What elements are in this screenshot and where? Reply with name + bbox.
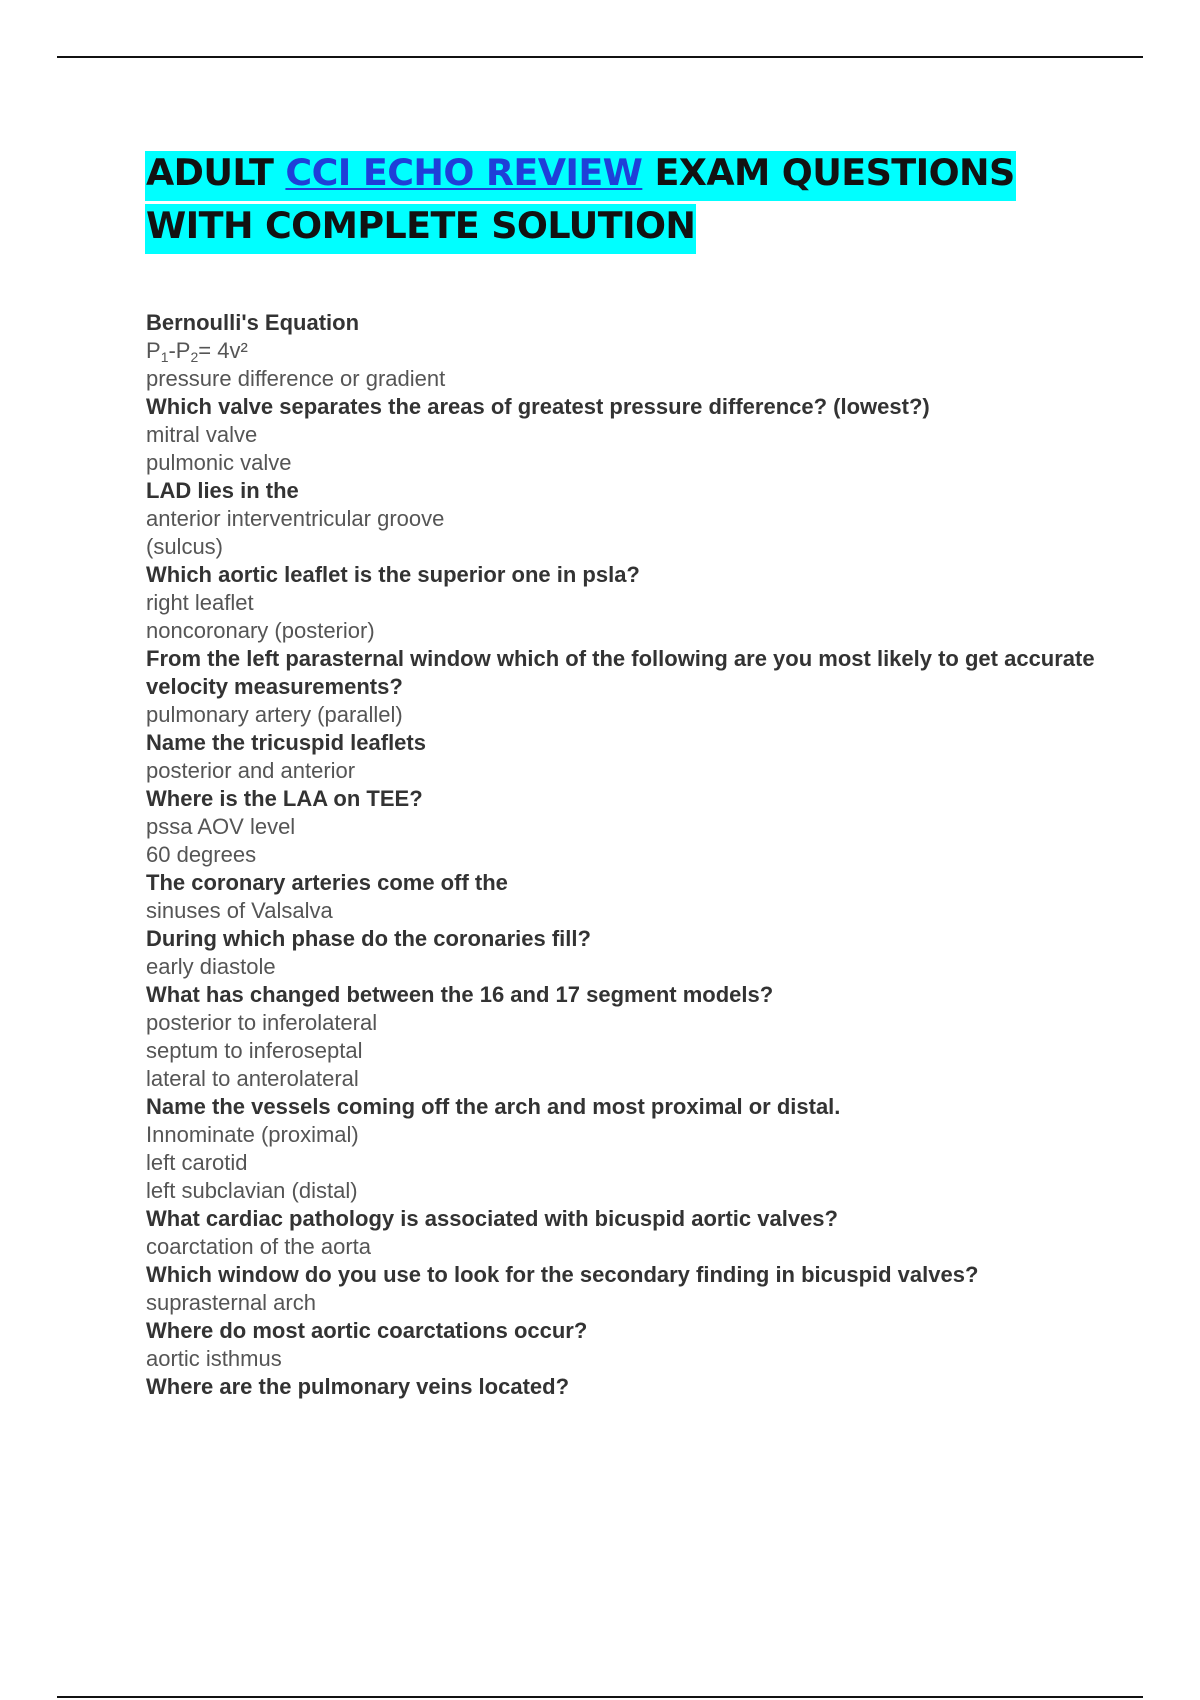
answer-text: (sulcus) bbox=[146, 534, 224, 559]
formula-p: P bbox=[146, 338, 161, 363]
answer-text: pressure difference or gradient bbox=[146, 366, 446, 391]
title-highlight bbox=[145, 151, 1016, 254]
question-text: Name the vessels coming off the arch and most proximal or distal. bbox=[146, 1094, 841, 1119]
answer-text: posterior and anterior bbox=[146, 758, 356, 783]
question-text: Name the tricuspid leaflets bbox=[146, 730, 426, 755]
answer-text: lateral to anterolateral bbox=[146, 1066, 359, 1091]
answer-text: noncoronary (posterior) bbox=[146, 618, 375, 643]
question-text: Which aortic leaflet is the superior one in psla? bbox=[146, 562, 640, 587]
question-text: What cardiac pathology is associated with bicuspid aortic valves? bbox=[146, 1206, 838, 1231]
title-link[interactable]: CCI ECHO REVIEW bbox=[285, 151, 643, 194]
question-text: During which phase do the coronaries fill? bbox=[146, 926, 591, 951]
formula-rest: = 4v² bbox=[198, 338, 248, 363]
answer-text: left carotid bbox=[146, 1150, 248, 1175]
footer-rule bbox=[57, 1696, 1143, 1698]
answer-text: Innominate (proximal) bbox=[146, 1122, 359, 1147]
question-text: LAD lies in the bbox=[146, 478, 299, 503]
header-rule bbox=[57, 56, 1143, 58]
answer-text: pulmonic valve bbox=[146, 450, 292, 475]
qa-list bbox=[146, 309, 1106, 1401]
answer-text: septum to inferoseptal bbox=[146, 1038, 363, 1063]
answer-text: left subclavian (distal) bbox=[146, 1178, 358, 1203]
question-text: Which window do you use to look for the secondary finding in bicuspid valves? bbox=[146, 1262, 979, 1287]
answer-text: coarctation of the aorta bbox=[146, 1234, 372, 1259]
title-suffix: EXAM QUESTIONS WITH COMPLETE SOLUTION bbox=[146, 151, 1015, 247]
answer-text: posterior to inferolateral bbox=[146, 1010, 378, 1035]
question-text: The coronary arteries come off the bbox=[146, 870, 508, 895]
document-title bbox=[145, 146, 1085, 252]
answer-text: sinuses of Valsalva bbox=[146, 898, 333, 923]
answer-text: early diastole bbox=[146, 954, 276, 979]
question-text: Which valve separates the areas of greatest pressure difference? (lowest?) bbox=[146, 394, 930, 419]
answer-text: pssa AOV level bbox=[146, 814, 296, 839]
answer-text: anterior interventricular groove bbox=[146, 506, 445, 531]
formula-dash: -P bbox=[168, 338, 191, 363]
question-text: Bernoulli's Equation bbox=[146, 310, 360, 335]
question-text: Where do most aortic coarctations occur? bbox=[146, 1318, 588, 1343]
formula-sub-1: 1 bbox=[160, 349, 169, 365]
question-text: Where is the LAA on TEE? bbox=[146, 786, 423, 811]
title-prefix: ADULT bbox=[146, 151, 286, 194]
answer-text: pulmonary artery (parallel) bbox=[146, 702, 403, 727]
answer-text: mitral valve bbox=[146, 422, 258, 447]
answer-text: right leaflet bbox=[146, 590, 254, 615]
formula-sub-2: 2 bbox=[190, 349, 199, 365]
bernoulli-formula bbox=[146, 337, 1106, 365]
question-text: Where are the pulmonary veins located? bbox=[146, 1374, 570, 1399]
question-text: From the left parasternal window which of the following are you most likely to get accurate velocity measurements? bbox=[146, 646, 1095, 699]
question-text: What has changed between the 16 and 17 segment models? bbox=[146, 982, 774, 1007]
answer-text: 60 degrees bbox=[146, 842, 257, 867]
answer-text: suprasternal arch bbox=[146, 1290, 316, 1315]
answer-text: aortic isthmus bbox=[146, 1346, 282, 1371]
